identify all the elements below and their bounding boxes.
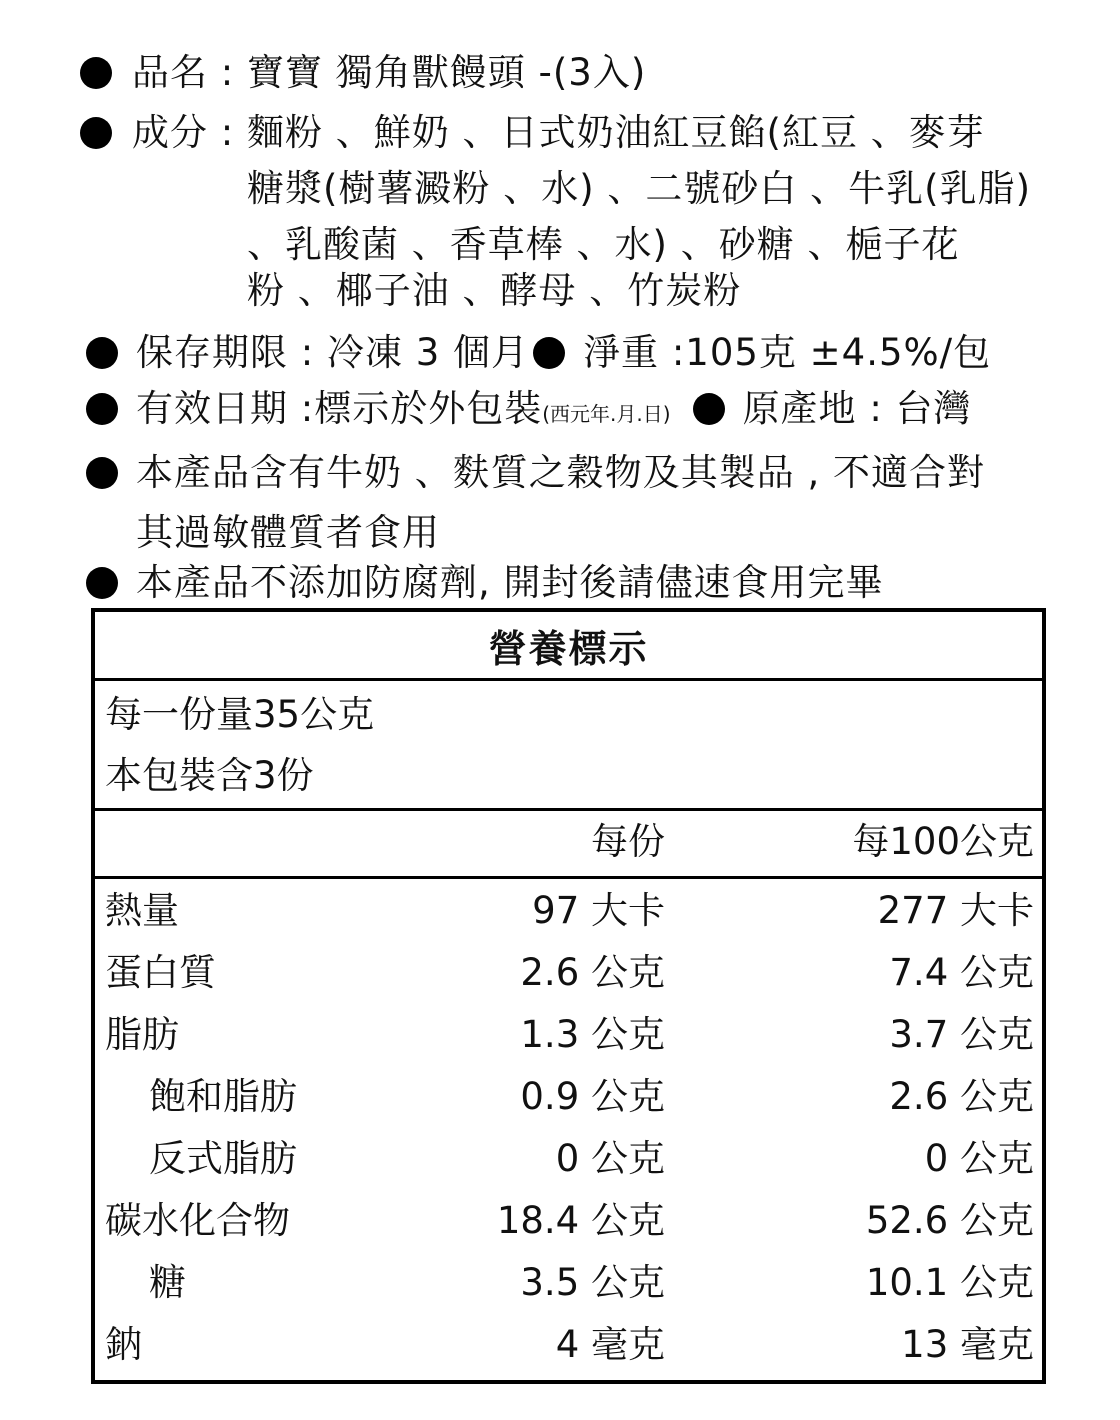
expiry: 有效日期 :標示於外包裝 bbox=[136, 387, 543, 430]
bullet-icon bbox=[80, 117, 112, 149]
bullet-icon bbox=[86, 393, 118, 425]
net-weight: 淨重 :105克 ±4.5%/包 bbox=[583, 331, 992, 374]
nutrient-per-serving: 0.9 公克 bbox=[520, 1075, 665, 1118]
allergen-line bbox=[86, 451, 986, 494]
product-name-line bbox=[80, 51, 647, 94]
nutrient-per-serving: 4 毫克 bbox=[555, 1323, 665, 1366]
nutrient-per-100g: 0 公克 bbox=[924, 1137, 1034, 1180]
header-per-100g: 每100公克 bbox=[852, 820, 1034, 863]
bullet-icon bbox=[86, 567, 118, 599]
divider bbox=[95, 808, 1042, 811]
nutrient-per-100g: 13 毫克 bbox=[901, 1323, 1034, 1366]
divider bbox=[95, 876, 1042, 879]
nutrient-per-100g: 2.6 公克 bbox=[889, 1075, 1034, 1118]
ingredients-line-4: 粉 、椰子油 、酵母 、竹炭粉 bbox=[247, 269, 742, 312]
bullet-icon bbox=[86, 457, 118, 489]
nutrient-name: 熱量 bbox=[105, 889, 179, 932]
ingredients-line-3: 、乳酸菌 、香草棒 、水) 、砂糖 、梔子花 bbox=[247, 223, 960, 266]
servings-per-package: 本包裝含3份 bbox=[105, 754, 314, 797]
nutrient-per-100g: 7.4 公克 bbox=[889, 951, 1034, 994]
ingredients-line bbox=[80, 111, 985, 154]
divider bbox=[95, 678, 1042, 681]
nutrient-per-serving: 18.4 公克 bbox=[496, 1199, 665, 1242]
nutrient-per-100g: 3.7 公克 bbox=[889, 1013, 1034, 1056]
shelf-life: 保存期限 : 冷凍 3 個月 bbox=[136, 331, 530, 374]
origin: 原產地 : 台灣 bbox=[742, 387, 972, 430]
bullet-icon bbox=[533, 337, 565, 369]
nutrient-per-serving: 1.3 公克 bbox=[520, 1013, 665, 1056]
nutrient-name: 蛋白質 bbox=[105, 951, 216, 994]
nutrient-per-serving: 0 公克 bbox=[555, 1137, 665, 1180]
nutrition-table bbox=[91, 608, 1046, 1384]
preservative-note: 本產品不添加防腐劑, 開封後請儘速食用完畢 bbox=[136, 561, 884, 604]
expiry-line bbox=[86, 387, 972, 430]
nutrient-per-100g: 277 大卡 bbox=[877, 889, 1034, 932]
nutrient-name: 碳水化合物 bbox=[105, 1199, 290, 1242]
bullet-icon bbox=[86, 337, 118, 369]
allergen-line-1: 本產品含有牛奶 、麩質之穀物及其製品 , 不適合對 bbox=[136, 451, 986, 494]
nutrient-per-100g: 52.6 公克 bbox=[865, 1199, 1034, 1242]
nutrient-name: 糖 bbox=[149, 1261, 186, 1304]
nutrient-name: 鈉 bbox=[105, 1323, 142, 1366]
bullet-icon bbox=[80, 57, 112, 89]
nutrient-name: 脂肪 bbox=[105, 1013, 179, 1056]
nutrition-title: 營養標示 bbox=[488, 627, 649, 671]
bullet-icon bbox=[693, 393, 725, 425]
nutrient-per-100g: 10.1 公克 bbox=[865, 1261, 1034, 1304]
allergen-line-2: 其過敏體質者食用 bbox=[136, 511, 440, 554]
preservative-line bbox=[86, 561, 884, 604]
serving-size: 每一份量35公克 bbox=[105, 693, 375, 736]
nutrient-per-serving: 3.5 公克 bbox=[520, 1261, 665, 1304]
shelf-life-line bbox=[86, 331, 992, 374]
expiry-note: (西元年.月.日) bbox=[542, 402, 671, 426]
nutrient-name: 飽和脂肪 bbox=[149, 1075, 297, 1118]
ingredients-line-1: 成分 : 麵粉 、鮮奶 、日式奶油紅豆餡(紅豆 、麥芽 bbox=[132, 111, 985, 154]
product-name: 品名 : 寶寶 獨角獸饅頭 -(3入) bbox=[132, 51, 647, 94]
nutrient-name: 反式脂肪 bbox=[149, 1137, 297, 1180]
nutrient-per-serving: 2.6 公克 bbox=[520, 951, 665, 994]
nutrient-per-serving: 97 大卡 bbox=[532, 889, 665, 932]
header-per-serving: 每份 bbox=[591, 820, 665, 863]
ingredients-line-2: 糖漿(樹薯澱粉 、水) 、二號砂白 、牛乳(乳脂) bbox=[247, 167, 1032, 210]
